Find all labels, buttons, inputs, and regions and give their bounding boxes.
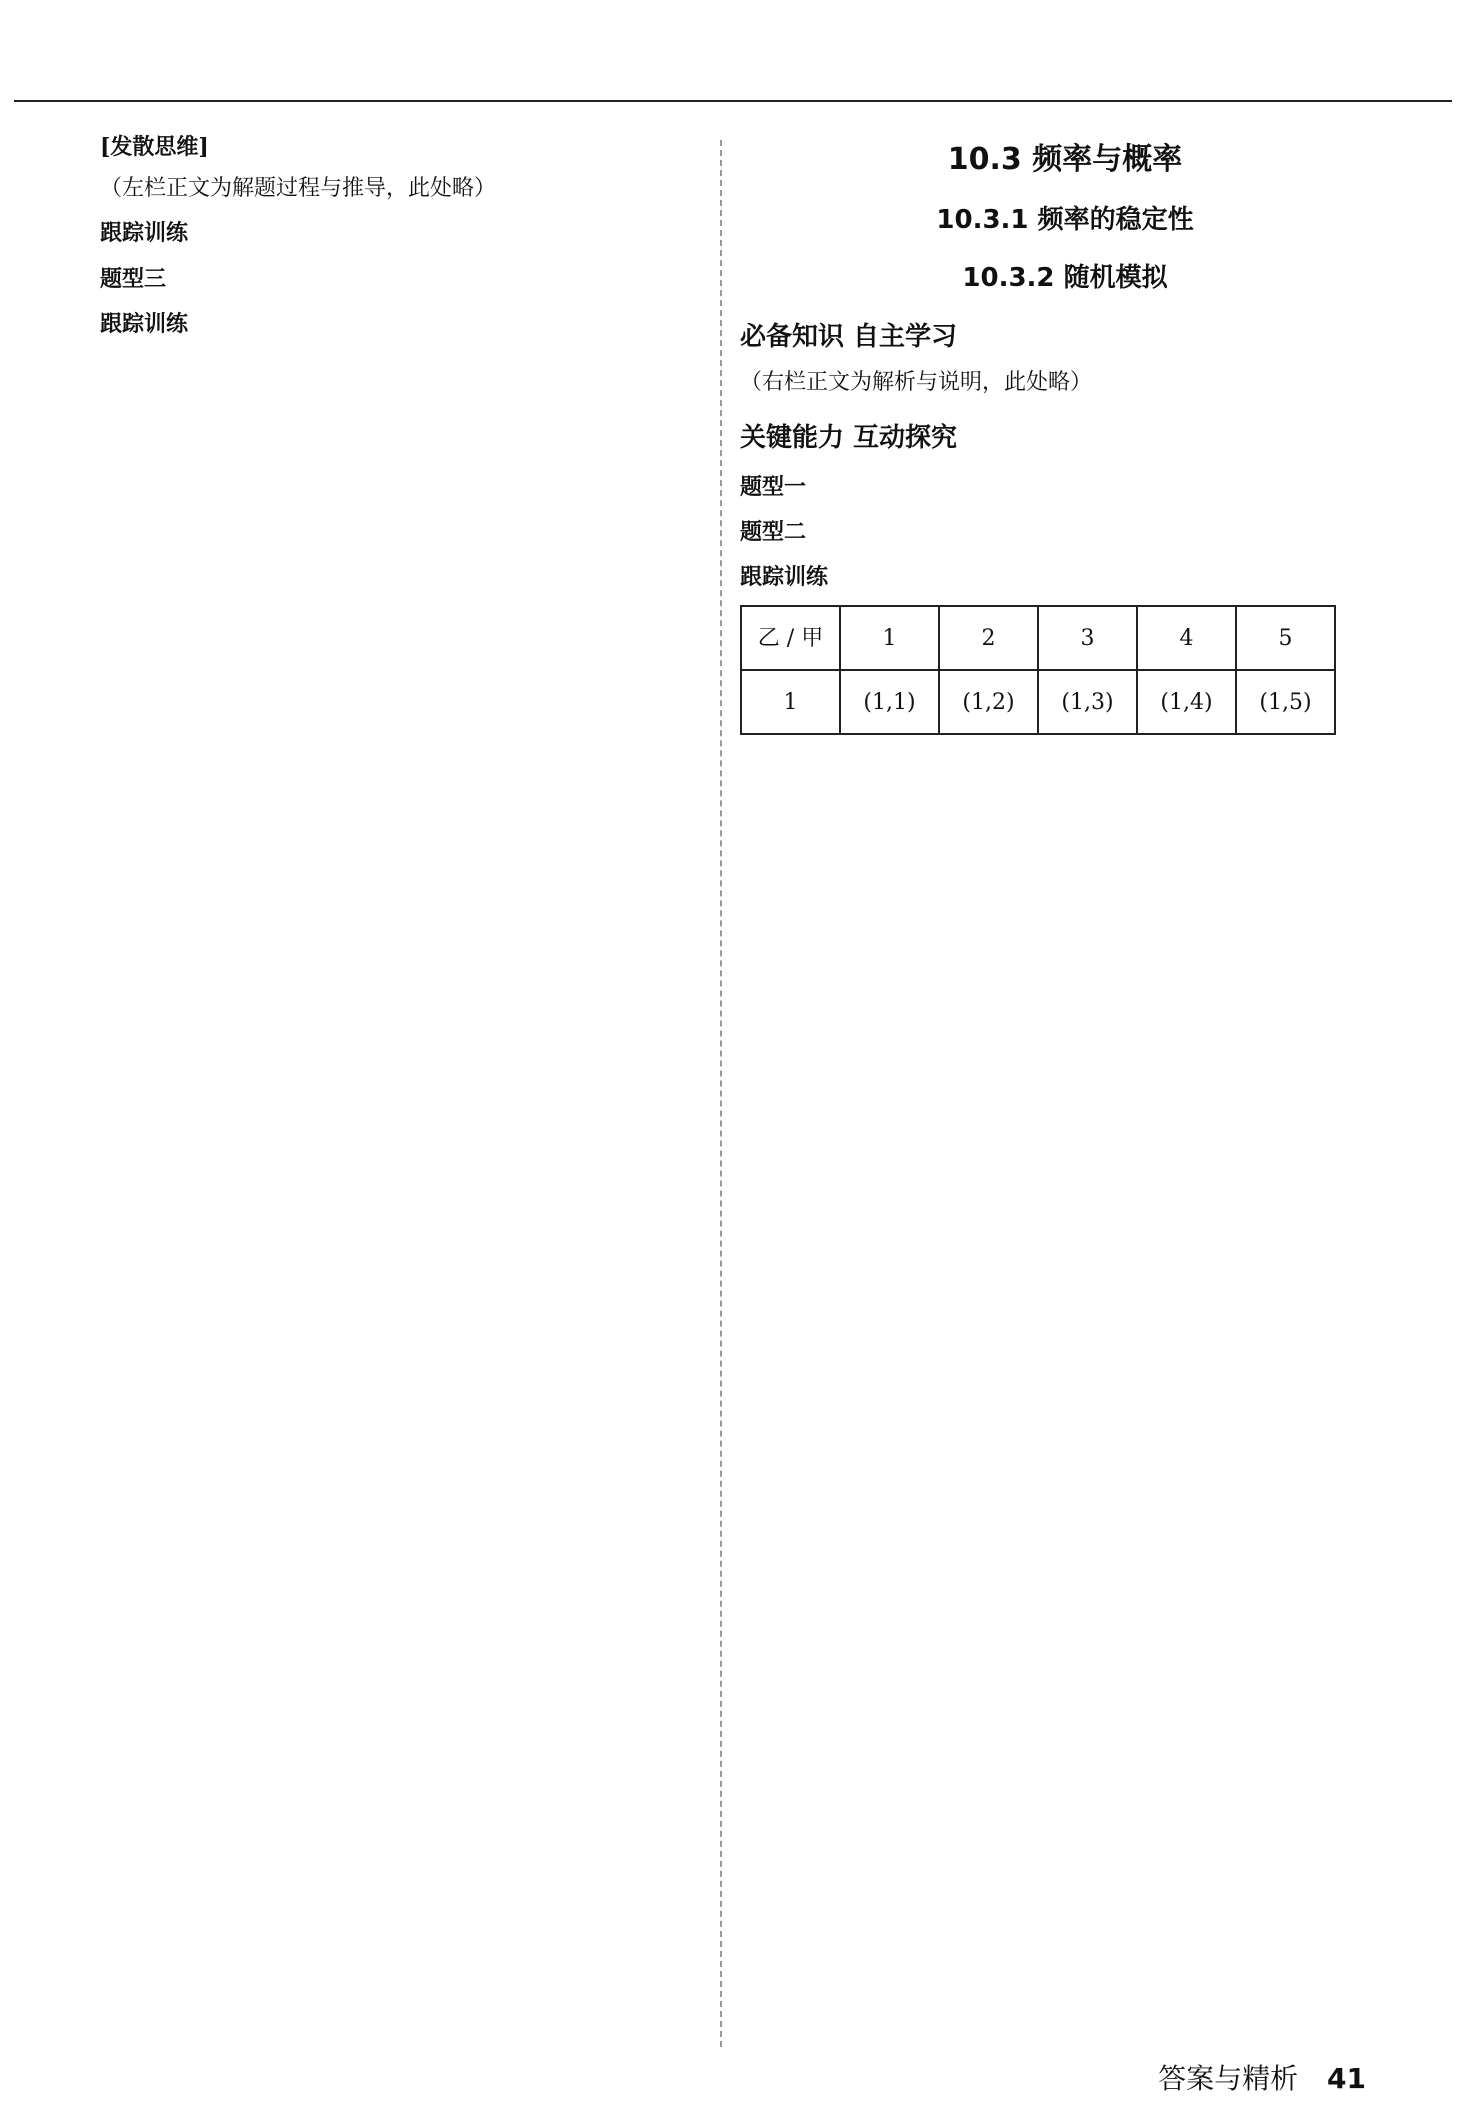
left-column	[100, 120, 750, 342]
heading-2: 关键能力 互动探究	[740, 422, 958, 453]
label-3: 题型三	[100, 265, 167, 292]
label-2: 跟踪训练	[100, 220, 189, 247]
label-b: 题型二	[740, 518, 807, 545]
note: （左栏正文为解题过程与推导，此处略）	[100, 176, 497, 202]
title-1: 10.3 频率与概率	[947, 142, 1183, 177]
right-column	[740, 120, 1390, 735]
result-table	[740, 605, 1336, 735]
label-4: 跟踪训练	[100, 310, 189, 337]
top-rule	[14, 100, 1452, 102]
title-3: 10.3.2 随机模拟	[962, 262, 1168, 293]
column-divider	[720, 140, 722, 2047]
title-2: 10.3.1 频率的稳定性	[936, 205, 1194, 235]
label-a: 题型一	[740, 473, 807, 500]
footer: 答案与精析 41	[1158, 2062, 1366, 2095]
note: （右栏正文为解析与说明，此处略）	[740, 369, 1093, 395]
header-row: 乙 / 甲 1 2 3 4 5	[741, 606, 1335, 670]
label-1: [发散思维]	[100, 134, 209, 160]
row-1: 1 (1,1) (1,2) (1,3) (1,4) (1,5)	[741, 670, 1335, 734]
label-c: 跟踪训练	[740, 563, 829, 590]
heading-1: 必备知识 自主学习	[740, 322, 958, 353]
